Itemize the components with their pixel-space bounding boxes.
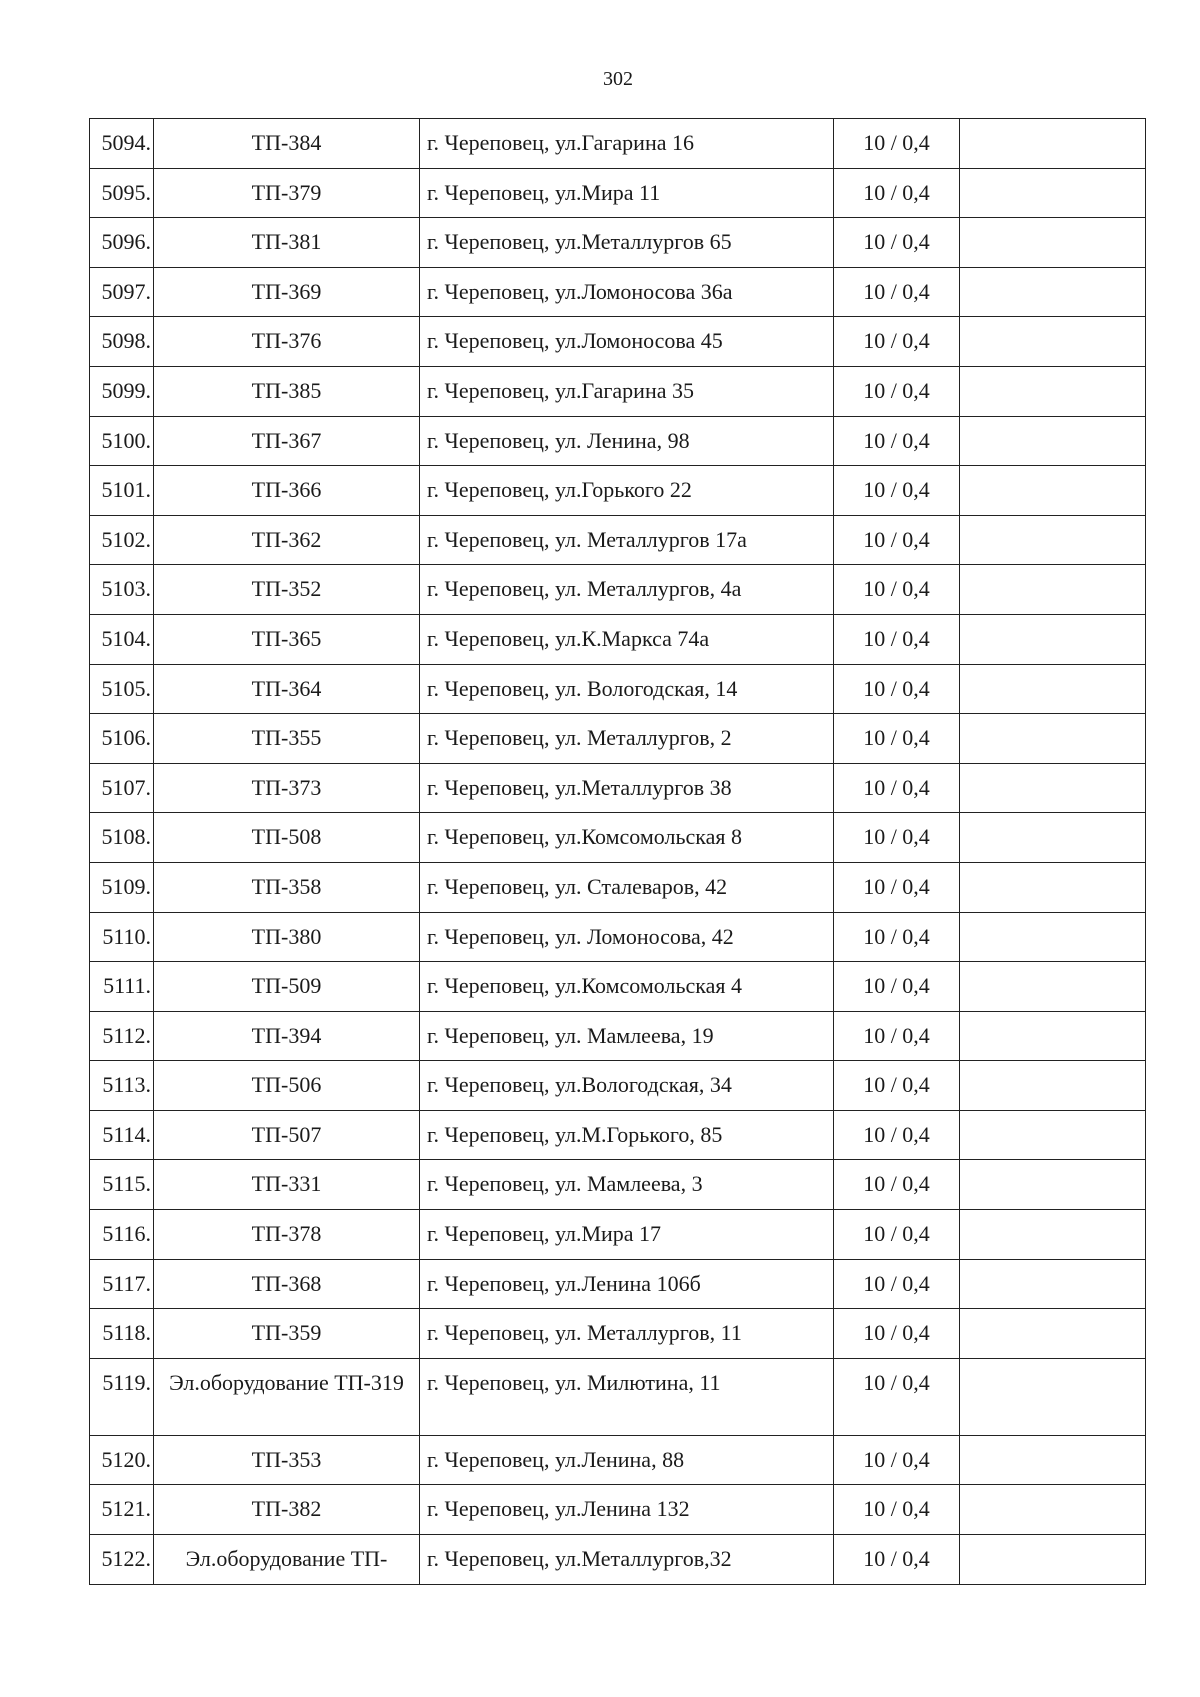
row-number: 5096. <box>90 218 154 268</box>
row-number: 5107. <box>90 763 154 813</box>
row-number: 5097. <box>90 267 154 317</box>
voltage-class: 10 / 0,4 <box>834 119 960 169</box>
voltage-class: 10 / 0,4 <box>834 614 960 664</box>
row-number: 5101. <box>90 466 154 516</box>
table-row <box>90 416 1146 466</box>
table-row <box>90 1061 1146 1111</box>
object-address: г. Череповец, ул.Комсомольская 8 <box>420 813 834 863</box>
object-address: г. Череповец, ул.Гагарина 35 <box>420 366 834 416</box>
object-address: г. Череповец, ул. Мамлеева, 3 <box>420 1160 834 1210</box>
table-row <box>90 267 1146 317</box>
object-address: г. Череповец, ул.Гагарина 16 <box>420 119 834 169</box>
row-number: 5115. <box>90 1160 154 1210</box>
row-number: 5110. <box>90 912 154 962</box>
table-row <box>90 1011 1146 1061</box>
note-cell <box>960 1210 1146 1260</box>
voltage-class: 10 / 0,4 <box>834 962 960 1012</box>
note-cell <box>960 416 1146 466</box>
row-number: 5109. <box>90 862 154 912</box>
row-number: 5102. <box>90 515 154 565</box>
object-address: г. Череповец, ул.Ленина, 88 <box>420 1435 834 1485</box>
object-address: г. Череповец, ул.М.Горького, 85 <box>420 1110 834 1160</box>
object-address: г. Череповец, ул. Металлургов, 11 <box>420 1309 834 1359</box>
table-row <box>90 168 1146 218</box>
voltage-class: 10 / 0,4 <box>834 813 960 863</box>
object-name: Эл.оборудование ТП-319 <box>154 1358 420 1435</box>
voltage-class: 10 / 0,4 <box>834 317 960 367</box>
table-row <box>90 763 1146 813</box>
object-name: ТП-352 <box>154 565 420 615</box>
voltage-class: 10 / 0,4 <box>834 267 960 317</box>
note-cell <box>960 813 1146 863</box>
voltage-class: 10 / 0,4 <box>834 1160 960 1210</box>
note-cell <box>960 119 1146 169</box>
table-row <box>90 813 1146 863</box>
object-name: Эл.оборудование ТП- <box>154 1535 420 1585</box>
table-row <box>90 1259 1146 1309</box>
row-number: 5111. <box>90 962 154 1012</box>
note-cell <box>960 1061 1146 1111</box>
row-number: 5118. <box>90 1309 154 1359</box>
note-cell <box>960 1011 1146 1061</box>
table-row <box>90 1435 1146 1485</box>
object-name: ТП-509 <box>154 962 420 1012</box>
object-address: г. Череповец, ул.Ленина 132 <box>420 1485 834 1535</box>
object-name: ТП-385 <box>154 366 420 416</box>
object-name: ТП-366 <box>154 466 420 516</box>
note-cell <box>960 1358 1146 1435</box>
object-address: г. Череповец, ул. Вологодская, 14 <box>420 664 834 714</box>
row-number: 5100. <box>90 416 154 466</box>
note-cell <box>960 317 1146 367</box>
voltage-class: 10 / 0,4 <box>834 1435 960 1485</box>
row-number: 5104. <box>90 614 154 664</box>
note-cell <box>960 862 1146 912</box>
table-row <box>90 962 1146 1012</box>
table-row <box>90 714 1146 764</box>
object-address: г. Череповец, ул.Ломоносова 36а <box>420 267 834 317</box>
substation-table <box>89 118 1146 1585</box>
object-name: ТП-506 <box>154 1061 420 1111</box>
voltage-class: 10 / 0,4 <box>834 515 960 565</box>
table-row <box>90 1210 1146 1260</box>
object-name: ТП-380 <box>154 912 420 962</box>
voltage-class: 10 / 0,4 <box>834 1259 960 1309</box>
note-cell <box>960 614 1146 664</box>
table-row <box>90 1110 1146 1160</box>
voltage-class: 10 / 0,4 <box>834 912 960 962</box>
note-cell <box>960 1535 1146 1585</box>
note-cell <box>960 912 1146 962</box>
object-address: г. Череповец, ул. Сталеваров, 42 <box>420 862 834 912</box>
object-name: ТП-378 <box>154 1210 420 1260</box>
table-row <box>90 1485 1146 1535</box>
object-name: ТП-394 <box>154 1011 420 1061</box>
note-cell <box>960 218 1146 268</box>
row-number: 5121. <box>90 1485 154 1535</box>
object-name: ТП-353 <box>154 1435 420 1485</box>
object-name: ТП-508 <box>154 813 420 863</box>
object-address: г. Череповец, ул.Горького 22 <box>420 466 834 516</box>
table-row <box>90 1160 1146 1210</box>
object-address: г. Череповец, ул.Металлургов 38 <box>420 763 834 813</box>
note-cell <box>960 267 1146 317</box>
object-address: г. Череповец, ул. Мамлеева, 19 <box>420 1011 834 1061</box>
object-address: г. Череповец, ул. Металлургов, 2 <box>420 714 834 764</box>
row-number: 5120. <box>90 1435 154 1485</box>
row-number: 5099. <box>90 366 154 416</box>
note-cell <box>960 168 1146 218</box>
object-name: ТП-358 <box>154 862 420 912</box>
object-name: ТП-369 <box>154 267 420 317</box>
note-cell <box>960 714 1146 764</box>
note-cell <box>960 515 1146 565</box>
row-number: 5119. <box>90 1358 154 1435</box>
table-row <box>90 466 1146 516</box>
object-name: ТП-507 <box>154 1110 420 1160</box>
voltage-class: 10 / 0,4 <box>834 366 960 416</box>
row-number: 5117. <box>90 1259 154 1309</box>
object-address: г. Череповец, ул.Мира 17 <box>420 1210 834 1260</box>
table-row <box>90 664 1146 714</box>
row-number: 5106. <box>90 714 154 764</box>
note-cell <box>960 565 1146 615</box>
object-name: ТП-359 <box>154 1309 420 1359</box>
object-name: ТП-381 <box>154 218 420 268</box>
note-cell <box>960 1435 1146 1485</box>
object-name: ТП-376 <box>154 317 420 367</box>
object-name: ТП-379 <box>154 168 420 218</box>
voltage-class: 10 / 0,4 <box>834 1309 960 1359</box>
voltage-class: 10 / 0,4 <box>834 1358 960 1435</box>
row-number: 5122. <box>90 1535 154 1585</box>
row-number: 5108. <box>90 813 154 863</box>
object-name: ТП-331 <box>154 1160 420 1210</box>
note-cell <box>960 1309 1146 1359</box>
note-cell <box>960 1259 1146 1309</box>
object-address: г. Череповец, ул. Металлургов, 4а <box>420 565 834 615</box>
object-address: г. Череповец, ул. Ленина, 98 <box>420 416 834 466</box>
table-row <box>90 366 1146 416</box>
object-name: ТП-355 <box>154 714 420 764</box>
object-name: ТП-368 <box>154 1259 420 1309</box>
object-address: г. Череповец, ул.Мира 11 <box>420 168 834 218</box>
voltage-class: 10 / 0,4 <box>834 714 960 764</box>
table-row <box>90 1309 1146 1359</box>
note-cell <box>960 1160 1146 1210</box>
row-number: 5116. <box>90 1210 154 1260</box>
note-cell <box>960 466 1146 516</box>
table-row <box>90 565 1146 615</box>
table-row <box>90 119 1146 169</box>
voltage-class: 10 / 0,4 <box>834 218 960 268</box>
object-name: ТП-373 <box>154 763 420 813</box>
row-number: 5103. <box>90 565 154 615</box>
object-address: г. Череповец, ул.Металлургов,32 <box>420 1535 834 1585</box>
object-address: г. Череповец, ул. Металлургов 17а <box>420 515 834 565</box>
table-row <box>90 1535 1146 1585</box>
table-row <box>90 862 1146 912</box>
object-name: ТП-365 <box>154 614 420 664</box>
voltage-class: 10 / 0,4 <box>834 664 960 714</box>
voltage-class: 10 / 0,4 <box>834 565 960 615</box>
table-row <box>90 912 1146 962</box>
object-address: г. Череповец, ул.Металлургов 65 <box>420 218 834 268</box>
note-cell <box>960 763 1146 813</box>
row-number: 5094. <box>90 119 154 169</box>
object-address: г. Череповец, ул.Вологодская, 34 <box>420 1061 834 1111</box>
table-row <box>90 614 1146 664</box>
object-name: ТП-384 <box>154 119 420 169</box>
voltage-class: 10 / 0,4 <box>834 862 960 912</box>
voltage-class: 10 / 0,4 <box>834 1485 960 1535</box>
object-name: ТП-382 <box>154 1485 420 1535</box>
voltage-class: 10 / 0,4 <box>834 1210 960 1260</box>
voltage-class: 10 / 0,4 <box>834 466 960 516</box>
table-row <box>90 1358 1146 1435</box>
object-name: ТП-367 <box>154 416 420 466</box>
voltage-class: 10 / 0,4 <box>834 416 960 466</box>
voltage-class: 10 / 0,4 <box>834 168 960 218</box>
row-number: 5105. <box>90 664 154 714</box>
object-address: г. Череповец, ул. Милютина, 11 <box>420 1358 834 1435</box>
page-number: 302 <box>603 68 633 90</box>
note-cell <box>960 962 1146 1012</box>
voltage-class: 10 / 0,4 <box>834 1011 960 1061</box>
object-address: г. Череповец, ул. Ломоносова, 42 <box>420 912 834 962</box>
row-number: 5095. <box>90 168 154 218</box>
voltage-class: 10 / 0,4 <box>834 1535 960 1585</box>
table-row <box>90 218 1146 268</box>
note-cell <box>960 366 1146 416</box>
voltage-class: 10 / 0,4 <box>834 1110 960 1160</box>
note-cell <box>960 664 1146 714</box>
object-address: г. Череповец, ул.К.Маркса 74а <box>420 614 834 664</box>
row-number: 5098. <box>90 317 154 367</box>
object-name: ТП-362 <box>154 515 420 565</box>
voltage-class: 10 / 0,4 <box>834 763 960 813</box>
object-address: г. Череповец, ул.Комсомольская 4 <box>420 962 834 1012</box>
table-row <box>90 515 1146 565</box>
row-number: 5113. <box>90 1061 154 1111</box>
note-cell <box>960 1485 1146 1535</box>
row-number: 5114. <box>90 1110 154 1160</box>
note-cell <box>960 1110 1146 1160</box>
voltage-class: 10 / 0,4 <box>834 1061 960 1111</box>
object-address: г. Череповец, ул.Ленина 106б <box>420 1259 834 1309</box>
object-name: ТП-364 <box>154 664 420 714</box>
table-row <box>90 317 1146 367</box>
object-address: г. Череповец, ул.Ломоносова 45 <box>420 317 834 367</box>
substation-table-body <box>90 119 1146 1585</box>
row-number: 5112. <box>90 1011 154 1061</box>
